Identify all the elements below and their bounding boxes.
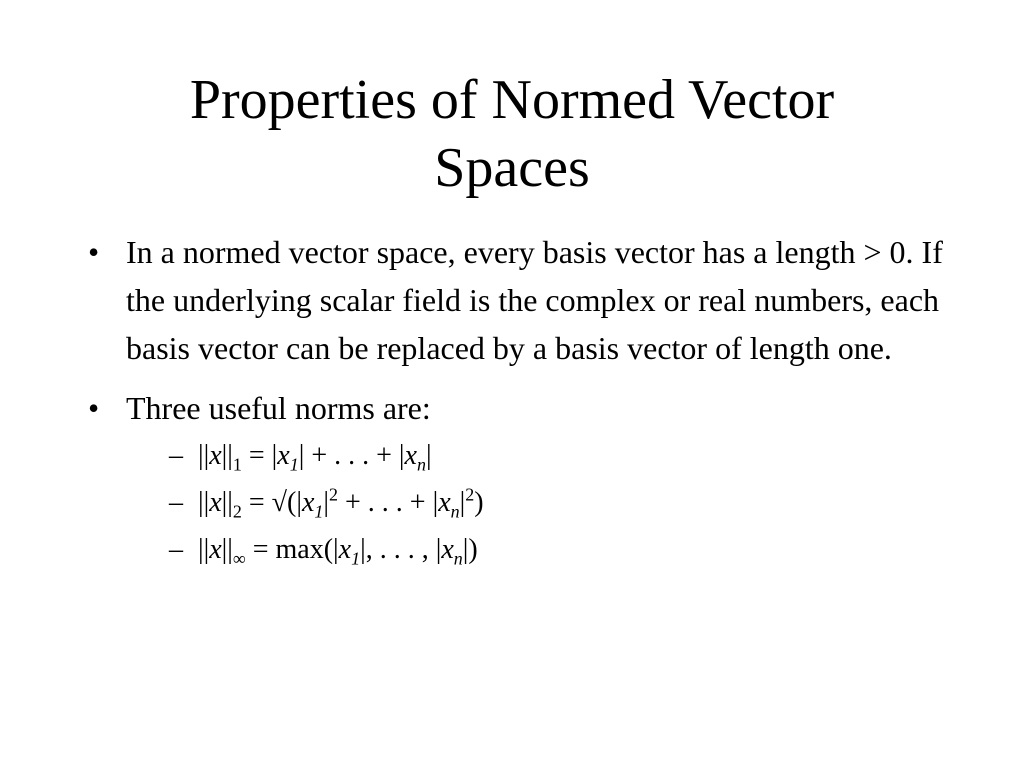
sub-bullet-marker: – bbox=[169, 534, 183, 565]
slide-title-line-2: Spaces bbox=[434, 137, 590, 199]
slide-title-line-1: Properties of Normed Vector bbox=[189, 69, 835, 131]
norm-formula-2: $||x||_2 = √(|x_1|^2$ + . . . + $|x_n|^2$) bbox=[198, 484, 484, 522]
bullet-marker: • bbox=[88, 390, 100, 426]
sub-bullet-marker: – bbox=[169, 440, 183, 471]
norm-item-1 bbox=[169, 432, 1011, 479]
bullet-marker: • bbox=[88, 234, 100, 270]
norm-item-3 bbox=[169, 526, 1011, 573]
norm-item-2 bbox=[169, 479, 1011, 526]
norm-formula-3: $||x||_\infty = \max(|x_1|$, . . . , $|x_n|$) bbox=[198, 534, 478, 569]
bullet-list bbox=[88, 228, 968, 585]
bullet-item bbox=[88, 384, 968, 573]
norm-list bbox=[169, 432, 1011, 573]
bullet-text: Three useful norms are: bbox=[126, 390, 431, 426]
bullet-text: In a normed vector space, every basis vector has a length > 0. If the underlying scalar field is the complex or real numbers, each basis vector can be replaced by a basis vector of length one. bbox=[126, 234, 943, 366]
sub-bullet-marker: – bbox=[169, 487, 183, 518]
slide-title bbox=[60, 66, 964, 202]
bullet-item bbox=[88, 228, 968, 372]
norm-formula-1: $||x||_1 = |x_1|$ + . . . + $|x_n|$ bbox=[198, 440, 432, 475]
